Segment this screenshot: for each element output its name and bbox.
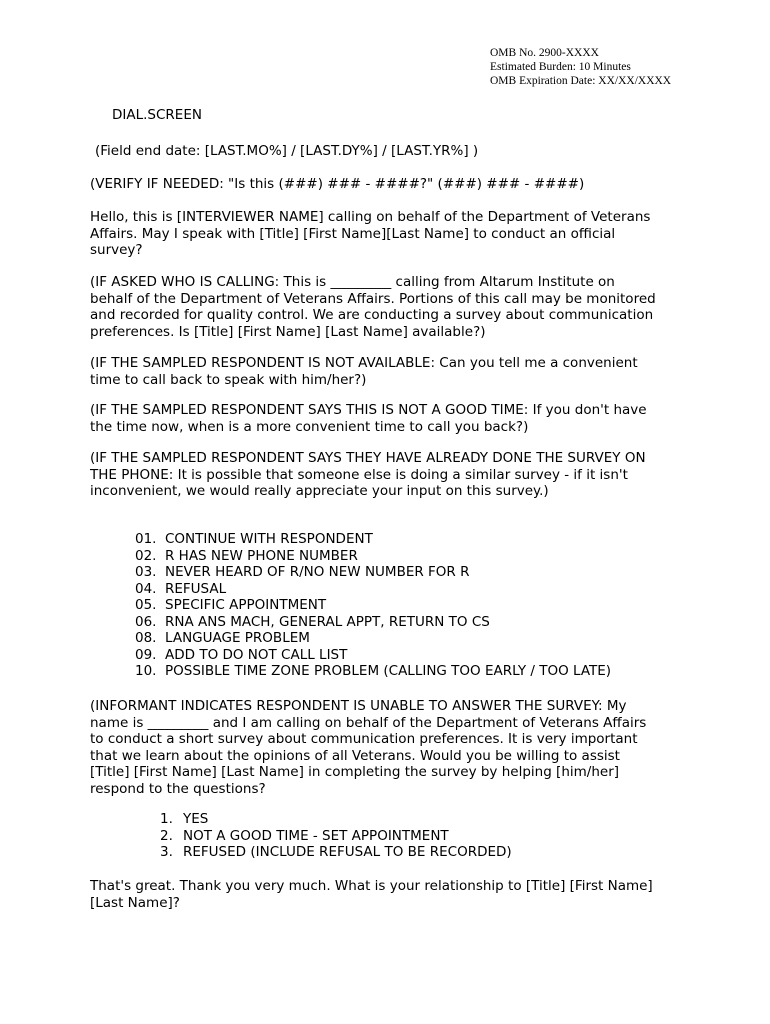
text-line: to conduct a short survey about communication preferences. It is very important xyxy=(90,731,638,747)
item-number: 1. xyxy=(160,811,173,827)
text-line: (IF THE SAMPLED RESPONDENT SAYS THEY HAVE ALREADY DONE THE SURVEY ON xyxy=(90,450,646,466)
list-item xyxy=(160,828,512,845)
disposition-list xyxy=(135,531,611,680)
text-line: (IF THE SAMPLED RESPONDENT SAYS THIS IS NOT A GOOD TIME: If you don't have xyxy=(90,402,647,418)
verify-phone-instruction: (VERIFY IF NEEDED: "Is this (###) ### - ####?" (###) ### - ####) xyxy=(90,176,585,192)
text-line: (IF ASKED WHO IS CALLING: This is _________ calling from Altarum Institute on xyxy=(90,274,615,290)
item-text: CONTINUE WITH RESPONDENT xyxy=(165,531,373,547)
closing-paragraph xyxy=(90,878,690,911)
list-item xyxy=(135,647,611,664)
text-line: preferences. Is [Title] [First Name] [Last Name] available?) xyxy=(90,323,486,340)
item-number: 10. xyxy=(135,663,157,679)
informant-options-list xyxy=(160,811,512,861)
already-done-paragraph xyxy=(90,450,690,500)
item-text: ADD TO DO NOT CALL LIST xyxy=(165,646,348,663)
list-item xyxy=(135,581,611,598)
text-line: (IF THE SAMPLED RESPONDENT IS NOT AVAILABLE: Can you tell me a convenient xyxy=(90,355,638,371)
item-text: REFUSED (INCLUDE REFUSAL TO BE RECORDED) xyxy=(183,844,512,860)
omb-header xyxy=(490,46,671,88)
item-text: SPECIFIC APPOINTMENT xyxy=(165,597,327,613)
omb-expiration: OMB Expiration Date: XX/XX/XXXX xyxy=(490,75,672,87)
list-item xyxy=(135,614,611,631)
item-text: YES xyxy=(183,811,209,827)
text-line: That's great. Thank you very much. What is your relationship to [Title] [First Name] xyxy=(90,878,653,894)
item-number: 06. xyxy=(135,613,157,630)
list-item xyxy=(135,663,611,680)
text-line: Hello, this is [INTERVIEWER NAME] calling on behalf of the Department of Veterans xyxy=(90,209,651,225)
list-item xyxy=(160,811,512,828)
text-line: [Last Name]? xyxy=(90,894,180,911)
item-number: 02. xyxy=(135,547,157,564)
not-available-paragraph xyxy=(90,355,690,388)
screen-name: DIAL.SCREEN xyxy=(112,107,202,123)
text-line: (INFORMANT INDICATES RESPONDENT IS UNABLE TO ANSWER THE SURVEY: My xyxy=(90,698,627,714)
estimated-burden: Estimated Burden: 10 Minutes xyxy=(490,61,631,73)
item-number: 03. xyxy=(135,564,157,580)
list-item xyxy=(160,844,512,861)
list-item xyxy=(135,531,611,548)
text-line: THE PHONE: It is possible that someone else is doing a similar survey - if it isn't xyxy=(90,466,628,483)
item-text: POSSIBLE TIME ZONE PROBLEM (CALLING TOO EARLY / TOO LATE) xyxy=(165,663,612,679)
item-number: 01. xyxy=(135,531,157,547)
item-number: 2. xyxy=(160,827,173,844)
text-line: time to call back to speak with him/her?) xyxy=(90,371,367,388)
item-text: LANGUAGE PROBLEM xyxy=(165,630,310,646)
text-line: and recorded for quality control. We are conducting a survey about communication xyxy=(90,307,654,323)
informant-paragraph xyxy=(90,698,690,797)
list-item xyxy=(135,564,611,581)
text-line: inconvenient, we would really appreciate your input on this survey.) xyxy=(90,483,549,499)
text-line: Affairs. May I speak with [Title] [First Name][Last Name] to conduct an official xyxy=(90,225,616,242)
text-line: respond to the questions? xyxy=(90,780,266,797)
text-line: [Title] [First Name] [Last Name] in completing the survey by helping [him/her] xyxy=(90,764,620,780)
item-text: NOT A GOOD TIME - SET APPOINTMENT xyxy=(183,827,449,844)
if-asked-paragraph xyxy=(90,274,690,340)
intro-paragraph xyxy=(90,209,690,259)
text-line: that we learn about the opinions of all Veterans. Would you be willing to assist xyxy=(90,747,620,764)
not-good-time-paragraph xyxy=(90,402,690,435)
item-number: 3. xyxy=(160,844,173,860)
text-line: the time now, when is a more convenient time to call you back?) xyxy=(90,418,529,435)
item-text: RNA ANS MACH, GENERAL APPT, RETURN TO CS xyxy=(165,613,490,630)
text-line: name is _________ and I am calling on behalf of the Department of Veterans Affairs xyxy=(90,714,647,731)
list-item xyxy=(135,548,611,565)
item-text: NEVER HEARD OF R/NO NEW NUMBER FOR R xyxy=(165,564,470,580)
list-item xyxy=(135,597,611,614)
item-number: 04. xyxy=(135,580,157,597)
item-number: 09. xyxy=(135,646,157,663)
text-line: behalf of the Department of Veterans Affairs. Portions of this call may be monitored xyxy=(90,290,656,307)
field-end-date: (Field end date: [LAST.MO%] / [LAST.DY%] / [LAST.YR%] ) xyxy=(95,143,479,159)
omb-number: OMB No. 2900-XXXX xyxy=(490,47,599,59)
list-item xyxy=(135,630,611,647)
item-number: 05. xyxy=(135,597,157,613)
item-number: 08. xyxy=(135,630,157,646)
item-text: REFUSAL xyxy=(165,580,227,597)
text-line: survey? xyxy=(90,242,143,258)
item-text: R HAS NEW PHONE NUMBER xyxy=(165,547,358,564)
